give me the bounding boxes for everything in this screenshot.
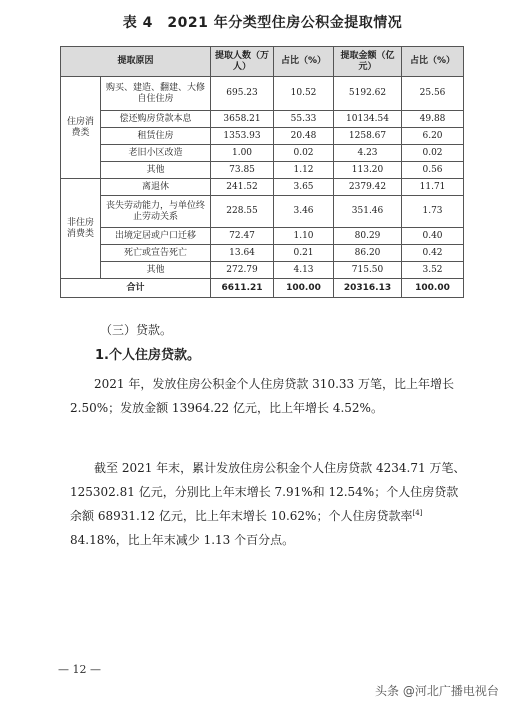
paragraph-text: 84.18%，比上年末减少 1.13 个百分点。 [70, 533, 295, 547]
row-amount-share: 11.71 [402, 179, 464, 196]
row-amount: 10134.54 [334, 111, 402, 128]
row-reason: 出境定居或户口迁移 [101, 228, 211, 245]
header-reason: 提取原因 [61, 47, 211, 77]
total-row [61, 279, 464, 298]
row-people-share: 1.12 [274, 162, 334, 179]
row-people-share: 0.21 [274, 245, 334, 262]
sub-heading-loans: （三）贷款。 [100, 323, 173, 337]
row-reason: 离退休 [101, 179, 211, 196]
row-people: 241.52 [211, 179, 274, 196]
header-amount-share: 占比（%） [402, 47, 464, 77]
row-reason: 租赁住房 [101, 128, 211, 145]
row-people-share: 55.33 [274, 111, 334, 128]
table-row [61, 196, 464, 228]
header-people: 提取人数（万人） [211, 47, 274, 77]
withdrawal-table [60, 46, 464, 298]
total-label: 合计 [61, 279, 211, 298]
header-people-share: 占比（%） [274, 47, 334, 77]
row-people-share: 20.48 [274, 128, 334, 145]
table-row [61, 77, 464, 111]
table-row [61, 111, 464, 128]
table-row [61, 179, 464, 196]
row-amount: 351.46 [334, 196, 402, 228]
total-amount-share: 100.00 [402, 279, 464, 298]
row-amount: 2379.42 [334, 179, 402, 196]
row-amount: 1258.67 [334, 128, 402, 145]
row-amount: 715.50 [334, 262, 402, 279]
row-amount-share: 6.20 [402, 128, 464, 145]
paragraph-loan-issuance: 2021 年，发放住房公积金个人住房贷款 310.33 万笔，比上年增长 2.50%；发放金额 13964.22 亿元，比上年增长 4.52%。 [70, 377, 454, 415]
table-row [61, 128, 464, 145]
row-reason: 老旧小区改造 [101, 145, 211, 162]
row-reason: 丧失劳动能力，与单位终止劳动关系 [101, 196, 211, 228]
table-row [61, 162, 464, 179]
table-row [61, 228, 464, 245]
footnote-marker[interactable]: [4] [412, 509, 423, 517]
row-people-share: 0.02 [274, 145, 334, 162]
table-title: 表 4 2021 年分类型住房公积金提取情况 [122, 15, 403, 31]
row-people: 73.85 [211, 162, 274, 179]
row-people: 1353.93 [211, 128, 274, 145]
group-non-housing-consumption: 非住房消费类 [61, 179, 101, 279]
table-row [61, 145, 464, 162]
row-amount-share: 3.52 [402, 262, 464, 279]
row-people: 228.55 [211, 196, 274, 228]
row-people-share: 1.10 [274, 228, 334, 245]
paragraph-cumulative-loans [70, 456, 470, 552]
row-amount: 80.29 [334, 228, 402, 245]
group-housing-consumption: 住房消费类 [61, 77, 101, 179]
row-people: 1.00 [211, 145, 274, 162]
total-people: 6611.21 [211, 279, 274, 298]
section-heading: 1.个人住房贷款。 [95, 348, 200, 363]
row-amount-share: 0.42 [402, 245, 464, 262]
header-amount: 提取金额（亿元） [334, 47, 402, 77]
row-reason: 购买、建造、翻建、大修自住住房 [101, 77, 211, 111]
row-amount: 4.23 [334, 145, 402, 162]
row-people-share: 3.46 [274, 196, 334, 228]
row-amount: 5192.62 [334, 77, 402, 111]
row-reason: 偿还购房贷款本息 [101, 111, 211, 128]
row-amount-share: 49.88 [402, 111, 464, 128]
row-reason: 死亡或宣告死亡 [101, 245, 211, 262]
table-row [61, 262, 464, 279]
row-people: 13.64 [211, 245, 274, 262]
paragraph-text: 截至 2021 年末，累计发放住房公积金个人住房贷款 4234.71 万笔、125302.81 亿元，分别比上年末增长 7.91%和 12.54%；个人住房贷款余额 68931.12 亿元，比上年末增长 10.62%；个人住房贷款率 [70, 461, 466, 523]
row-amount-share: 1.73 [402, 196, 464, 228]
row-amount: 113.20 [334, 162, 402, 179]
row-reason: 其他 [101, 262, 211, 279]
row-people: 72.47 [211, 228, 274, 245]
row-reason: 其他 [101, 162, 211, 179]
row-people: 3658.21 [211, 111, 274, 128]
table-row [61, 245, 464, 262]
row-amount-share: 0.56 [402, 162, 464, 179]
row-amount: 86.20 [334, 245, 402, 262]
page-number: — 12 — [58, 663, 101, 676]
row-people-share: 3.65 [274, 179, 334, 196]
total-amount: 20316.13 [334, 279, 402, 298]
row-people: 272.79 [211, 262, 274, 279]
watermark: 头条 @河北广播电视台 [375, 684, 499, 698]
table-header-row [61, 47, 464, 77]
row-amount-share: 25.56 [402, 77, 464, 111]
row-people-share: 4.13 [274, 262, 334, 279]
total-people-share: 100.00 [274, 279, 334, 298]
row-people: 695.23 [211, 77, 274, 111]
row-amount-share: 0.40 [402, 228, 464, 245]
row-people-share: 10.52 [274, 77, 334, 111]
row-amount-share: 0.02 [402, 145, 464, 162]
